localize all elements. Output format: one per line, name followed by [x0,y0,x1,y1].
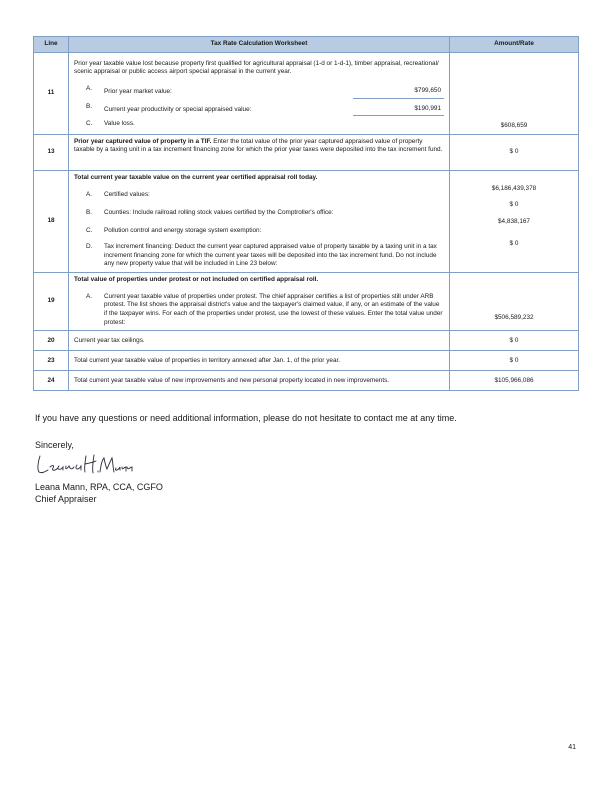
amount-value: $ 0 [509,147,519,155]
row-amount: $ 0 [450,331,579,351]
row-amount [450,134,579,170]
line-number: 24 [34,371,69,391]
sub-text: Counties: Include railroad rolling stock values certified by the Comptroller's office: [104,208,334,216]
table-row-24 [34,371,579,391]
sub-letter: A. [86,292,93,300]
sub-letter: C. [86,226,93,234]
sub-text: Tax increment financing: Deduct the current year captured appraised value of property taxable by a taxing unit in a tax increment financing zone for which the current year taxes will be deposited into the tax increment fund. Do not include any new property value that will be included in Line 23 below: [104,243,437,268]
row-bold-text: Prior year captured value of property in a TIF. [74,137,212,145]
closing-paragraph: If you have any questions or need additional information, please do not hesitate to contact me at any time. [35,413,457,423]
row-amount: $105,966,086 [450,371,579,391]
line-number: 23 [34,351,69,371]
table-header-row [34,37,579,53]
row-amount [450,273,579,331]
sub-item-c [74,120,444,129]
page-number: 41 [568,744,576,751]
signer-title: Chief Appraiser [35,494,97,504]
row-description [69,273,450,331]
sub-letter: A. [86,84,93,92]
row-amount [450,52,579,134]
sub-item-a [74,293,444,328]
row-description [69,170,450,272]
sub-text: Current year productivity or special appraised value: [104,105,252,113]
row-text: Prior year taxable value lost because property first qualified for agricultural appraisal (1-d or 1-d-1), timber appraisal, recreational/ scenic appraisal or public access airport special appraisal in the current year. [74,59,439,76]
table-row-18 [34,170,579,272]
line-number: 18 [34,170,69,272]
row-text: Enter the total value of the prior year captured appraised value of property taxable by a taxing unit in a tax increment financing zone for which the prior year taxes were deposited into the tax increment fund. [74,137,443,154]
prior-year-market-value: $799,650 [353,85,444,99]
sub-item-b [74,209,444,218]
special-appraised-value: $190,991 [353,103,444,117]
sub-text: Current year taxable value of properties under protest. The chief appraiser certifies a list of properties still under ARB protest. The list shows the appraisal district's value and the taxpayer's claimed value, if any, or an estimate of the value if the taxpayer wins. For each of the properties under protest, use the lowest of these values. Enter the total value under protest: [104,292,443,326]
row-description: Total current year taxable value of properties in territory annexed after Jan. 1, of the prior year. [69,351,450,371]
table-row-13 [34,134,579,170]
amount-pollution-control: $4,838,167 [498,217,530,225]
signature [34,452,134,478]
sub-item-c [74,227,444,236]
sub-item-a [74,191,444,200]
amount-railroad: $ 0 [509,201,519,209]
table-row-11 [34,52,579,134]
sub-letter: B. [86,102,93,110]
header-line: Line [34,37,69,53]
line-number: 13 [34,134,69,170]
row-description: Total current year taxable value of new improvements and new personal property located in new improvements. [69,371,450,391]
line-number: 20 [34,331,69,351]
amount-tif: $ 0 [509,239,519,247]
sub-text: Certified values: [104,191,150,199]
amount-value: $506,589,232 [494,313,534,321]
signer-name: Leana Mann, RPA, CCA, CGFO [35,482,163,492]
table-row-23 [34,351,579,371]
sub-item-b [74,103,444,117]
row-description: Current year tax ceilings. [69,331,450,351]
row-title: Total current year taxable value on the current year certified appraisal roll today. [74,173,318,181]
salutation: Sincerely, [35,440,74,450]
row-amount: $ 0 [450,351,579,371]
amount-value: $608,659 [500,122,528,129]
line-number: 11 [34,52,69,134]
line-number: 19 [34,273,69,331]
row-title: Total value of properties under protest or not included on certified appraisal roll. [74,276,319,284]
row-description [69,134,450,170]
sub-letter: C. [86,120,93,128]
table-row-20 [34,331,579,351]
sub-letter: A. [86,191,93,199]
tax-rate-worksheet-table [33,36,579,391]
sub-item-d [74,243,444,269]
sub-item-a [74,85,444,99]
header-amount: Amount/Rate [450,37,579,53]
sub-text: Prior year market value: [104,87,172,95]
sub-letter: B. [86,208,93,216]
amount-certified: $6,186,439,378 [491,184,537,192]
header-title: Tax Rate Calculation Worksheet [69,37,450,53]
row-description [69,52,450,134]
row-amount [450,170,579,272]
sub-text: Value loss. [104,120,135,128]
sub-text: Pollution control and energy storage system exemption: [104,226,262,234]
table-row-19 [34,273,579,331]
sub-letter: D. [86,243,93,251]
